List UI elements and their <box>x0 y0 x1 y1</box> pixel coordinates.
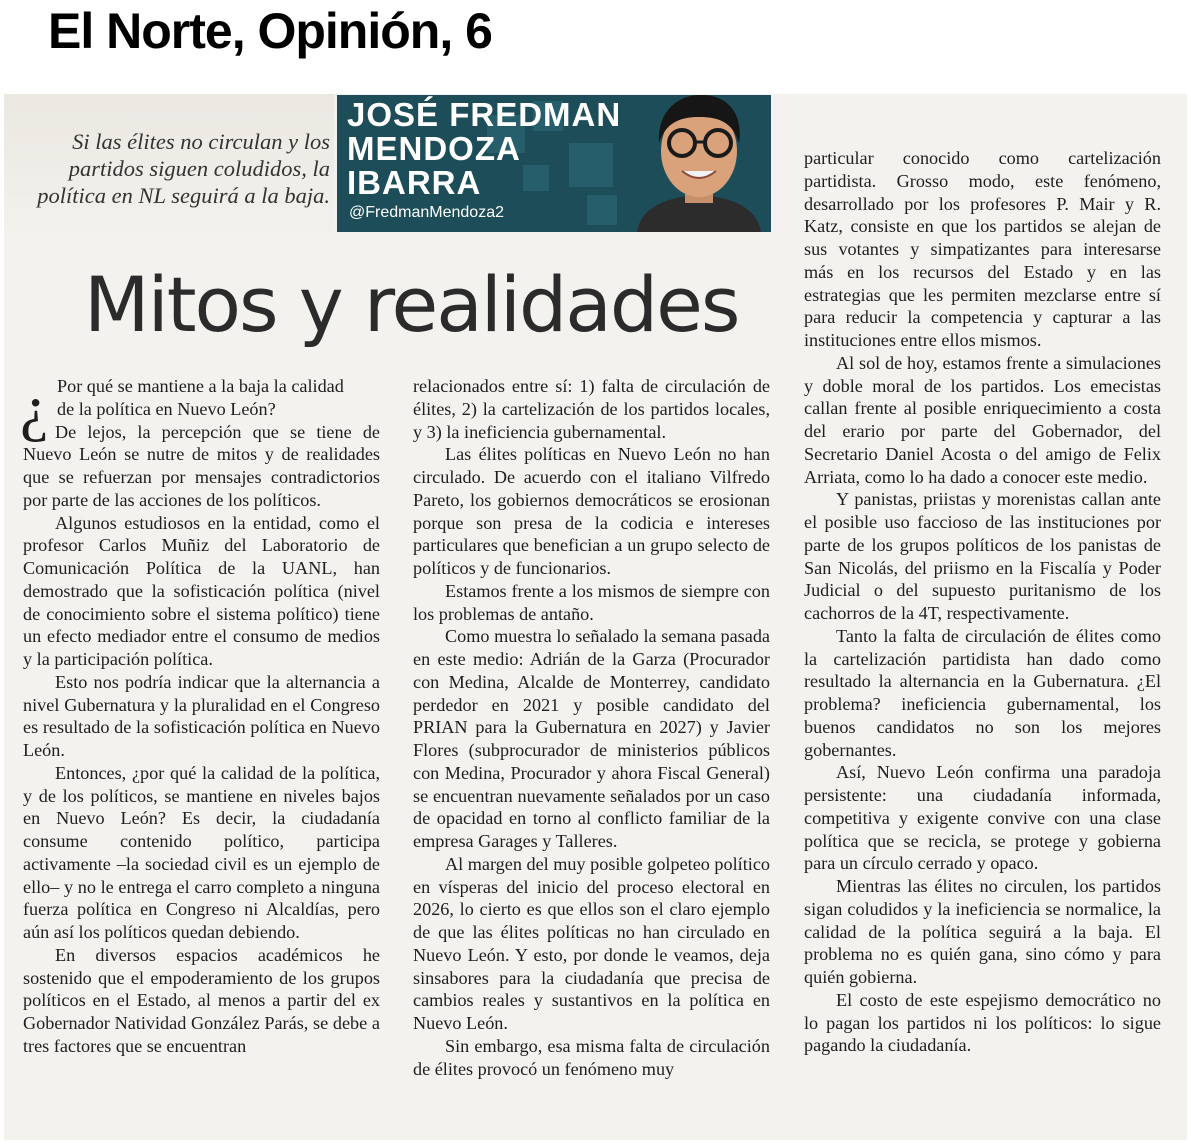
paragraph: Esto nos podría indicar que la alternancia a nivel Gubernatura y la pluralidad en el Congreso es resultado de la sofisticación política en Nuevo León. <box>23 671 380 760</box>
paragraph: En diversos espacios académicos he sostenido que el empoderamiento de los grupos políticos en el Estado, al menos a partir del ex Gobernador Natividad González Parás, se debe a tres factores que se encuentran <box>23 944 380 1056</box>
paragraph: Sin embargo, esa misma falta de circulación de élites provocó un fenómeno muy <box>413 1035 770 1079</box>
source-label: El Norte, Opinión, 6 <box>48 3 492 59</box>
paragraph: Las élites políticas en Nuevo León no han circulado. De acuerdo con el italiano Vilfredo Pareto, los gobiernos democráticos se erosionan porque son presa de la codicia e intereses particulares que benefician a un grupo selecto de políticos y de funcionarios. <box>413 444 770 578</box>
headline: Mitos y realidades <box>84 260 739 349</box>
author-name-line: JOSÉ FREDMAN <box>347 96 622 133</box>
paragraph: De lejos, la percepción que se tiene de Nuevo León se nutre de mitos y de realidades que se refuerzan por mensajes contradictorios por parte de las acciones de los políticos. <box>23 421 380 510</box>
paragraph: Por qué se mantiene a la baja la calidad <box>57 376 344 396</box>
paragraph: Al margen del muy posible golpeteo político en vísperas del inicio del proceso electoral en 2026, lo cierto es que ellos son el claro ejemplo de que las élites políticas no han circulado en Nuevo León. Y esto, por donde le veamos, deja sinsabores para la ciudadanía que precisa de cambios reales y sustantivos en la política en Nuevo León. <box>413 853 770 1033</box>
paragraph: Estamos frente a los mismos de siempre con los problemas de antaño. <box>413 580 770 624</box>
paragraph: Entonces, ¿por qué la calidad de la política, y de los políticos, se mantiene en niveles bajos en Nuevo León? Es decir, la ciudadanía consume contenido político, participa activamente –la sociedad civil es un ejemplo de ello– y no le entrega el carro completo a ninguna fuerza política en Congreso ni Alcaldías, pero aún así los políticos quedan debiendo. <box>23 762 380 942</box>
article-column-2 <box>413 375 770 1080</box>
article-column-3 <box>804 147 1161 1057</box>
paragraph: Y panistas, priistas y morenistas callan ante el posible uso faccioso de las instituciones por parte de los grupos políticos de los panistas de San Nicolás, del priismo en la Fiscalía y Poder Judicial o del supuesto puritanismo de los cachorros de la 4T, respectivamente. <box>804 489 1161 623</box>
author-handle: @FredmanMendoza2 <box>349 204 504 221</box>
paragraph: Tanto la falta de circulación de élites como la cartelización partidista han dado como resultado la alternancia en la Gubernatura. ¿El problema? ineficiencia gubernamental, los buenos candidatos no son los mejores gobernantes. <box>804 625 1161 760</box>
paragraph: Mientras las élites no circulen, los partidos sigan coludidos y la ineficiencia se normalice, la calidad de la política seguirá a la baja. El problema no es quién gana, sino cómo y para quién gobierna. <box>804 876 1161 987</box>
drop-cap: ¿ <box>20 372 49 443</box>
author-name <box>347 98 621 200</box>
paragraph: particular conocido como cartelización partidista. Grosso modo, este fenómeno, desarrollado por los profesores P. Mair y R. Katz, consiste en que los partidos se alejan de sus votantes y simpatizantes para interesarse más en los recursos del Estado y en las estrategias que les permiten mezclarse entre sí para reducir la competencia y capturar a las instituciones entre ellos mismos. <box>804 148 1161 350</box>
author-portrait <box>627 95 771 232</box>
author-banner <box>337 95 771 232</box>
article-column-1 <box>23 375 380 1058</box>
tagline: Si las élites no circulan y los partidos siguen coludidos, la política en NL seguirá a la baja. <box>37 129 330 208</box>
author-name-line: IBARRA <box>347 164 482 201</box>
paragraph: Así, Nuevo León confirma una paradoja persistente: una ciudadanía informada, competitiva y exigente convive con una clase política que se recicla, se protege y gobierna para un círculo cerrado y opaco. <box>804 762 1161 874</box>
paragraph: relacionados entre sí: 1) falta de circulación de élites, 2) la cartelización de los partidos locales, y 3) la ineficiencia gubernamental. <box>413 376 770 442</box>
paragraph: El costo de este espejismo democrático no lo pagan los partidos ni los políticos: lo sigue pagando la ciudadanía. <box>804 989 1161 1056</box>
paragraph: Algunos estudiosos en la entidad, como el profesor Carlos Muñiz del Laboratorio de Comunicación Política de la UANL, han demostrado que la sofisticación política (nivel de conocimiento sobre el sistema político) tiene un efecto mediador entre el consumo de medios y la participación política. <box>23 512 380 669</box>
author-name-line: MENDOZA <box>347 130 521 167</box>
paragraph: de la política en Nuevo León? <box>57 398 276 419</box>
paragraph: Al sol de hoy, estamos frente a simulaciones y doble moral de los partidos. Los emecistas callan frente al posible enriquecimiento a costa del erario por parte del Gobernador, del Secretario Daniel Acosta o del amigo de Felix Arriata, como lo ha dado a conocer este medio. <box>804 352 1161 487</box>
paragraph: Como muestra lo señalado la semana pasada en este medio: Adrián de la Garza (Procurador con Medina, Alcalde de Monterrey, candidato perdedor en 2021 y posible candidato del PRIAN para la Gubernatura en 2027) y Javier Flores (subprocurador de ministerios públicos con Medina, Procurador y ahora Fiscal General) se encuentran nuevamente señalados por un caso de opacidad en torno al conflicto familiar de la empresa Garages y Talleres. <box>413 626 770 851</box>
